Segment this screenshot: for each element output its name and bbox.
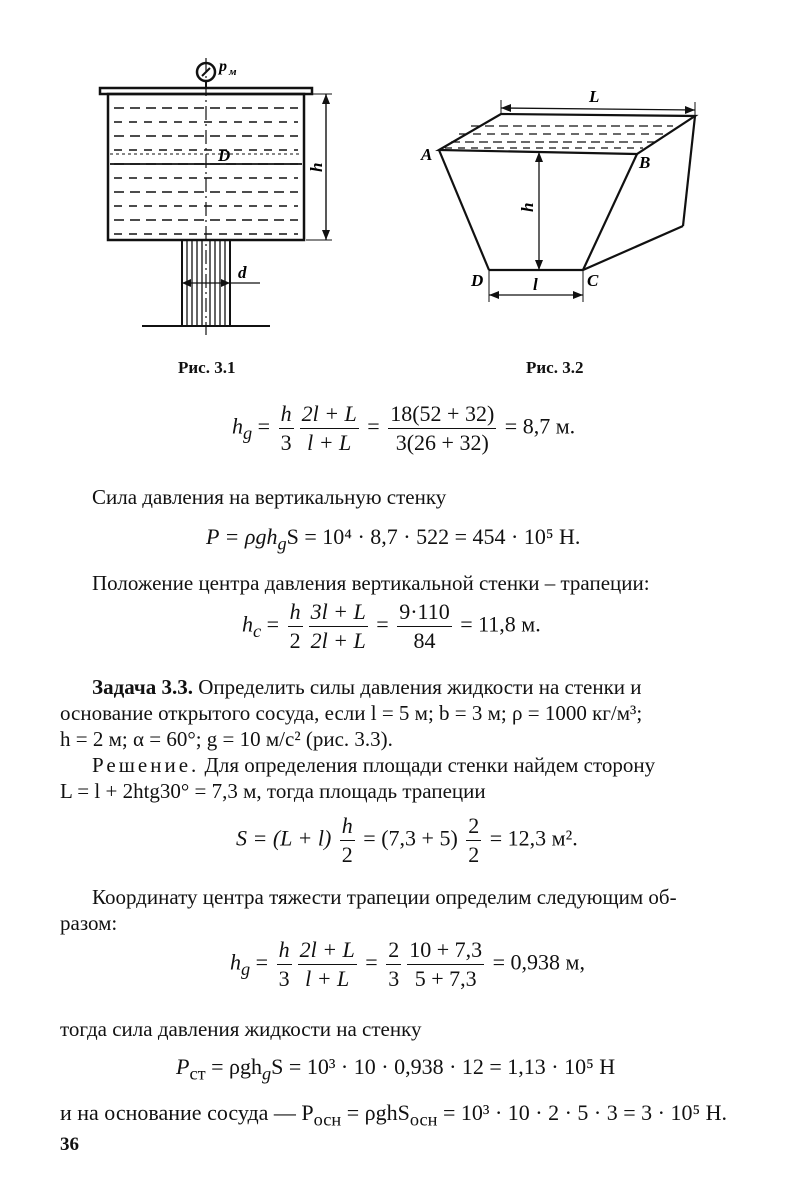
figure-3-1-caption: Рис. 3.1 (178, 358, 236, 377)
text-center: Положение центра давления вертикальной стенки – трапеции: (92, 571, 650, 595)
label-h: h (307, 162, 326, 172)
label-A: A (421, 145, 433, 164)
hc-f2-den: 2l + L (310, 628, 366, 653)
formula-S-f1-den: 2 (341, 842, 353, 867)
formula-P-lhs: P = ρgh (206, 524, 278, 549)
text-base-sub2: осн (409, 1109, 438, 1130)
page-number: 36 (60, 1134, 79, 1155)
formula-Pst-rest: = ρgh (211, 1054, 262, 1079)
task-text-1: Определить силы давления жидкости на стенки и (192, 675, 642, 699)
label-C: C (587, 271, 599, 290)
hc-lhs: h (242, 611, 253, 637)
text-base (60, 1100, 727, 1132)
text-base-rest2: = 10³ · 10 · 2 · 5 · 3 = 3 · 10⁵ Н. (437, 1100, 728, 1125)
task-title: Задача 3.3. (92, 675, 193, 699)
text-base-rest: = ρghS (341, 1100, 410, 1125)
formula-S-mid: = (7,3 + 5) (363, 825, 458, 851)
formula-Pst-lhs: P (176, 1054, 190, 1079)
label-h2: h (518, 202, 537, 212)
text-base-sub: осн (313, 1109, 342, 1130)
hg2-f3-den: 3 (388, 966, 400, 991)
hc-f3-den: 84 (413, 628, 436, 653)
text-then: тогда сила давления жидкости на стенку (60, 1017, 422, 1041)
formula-S-f2-den: 2 (468, 842, 480, 867)
formula-hc: $h_c$ = $\frac{h}{2}$ $\frac{3l + L}{2l + L}$ = $\frac{9\cdot 110}{84}$ = 11,8 м. (242, 599, 541, 653)
hc-result: = 11,8 м. (460, 611, 541, 637)
formula-S (236, 812, 578, 869)
hc-lhs-sub: c (253, 620, 262, 641)
dimension-L (501, 108, 695, 110)
formula-Pst-sub2: g (262, 1063, 272, 1084)
figure-3-2-caption: Рис. 3.2 (526, 358, 584, 377)
label-pm-sub: м (229, 66, 237, 78)
hg1-f3-num: 18(52 + 32) (388, 400, 496, 429)
hg1-lhs-sub: g (243, 422, 253, 443)
solution-text-1: Для определения площади стенки найдем сторону (199, 753, 656, 777)
formula-Pst-rest2: S = 10³ · 10 · 0,938 · 12 = 1,13 · 10⁵ Н (271, 1054, 616, 1079)
hc-f3-num: 9·110 (397, 598, 452, 627)
text-coord (60, 884, 752, 936)
hg1-lhs: h (232, 413, 243, 439)
label-pm: p (219, 58, 227, 75)
label-B: B (639, 153, 651, 172)
hc-f2-num: 3l + L (310, 599, 366, 624)
hg2-lhs: h (230, 949, 241, 975)
label-D2: D (471, 271, 484, 290)
label-l: l (533, 275, 538, 294)
hg2-result: = 0,938 м, (492, 949, 585, 975)
solution-paragraph (60, 752, 752, 804)
solution-word: Решение. (92, 753, 200, 777)
hg1-f2-den: l + L (307, 430, 352, 455)
text-coord-1: Координату центра тяжести трапеции определим следующим об- (92, 885, 677, 909)
hg1-f3-den: 3(26 + 32) (395, 430, 489, 455)
formula-S-lhs: S = (L + l) (236, 825, 332, 851)
hc-f1-den: 2 (289, 628, 301, 653)
formula-P-sub: g (277, 533, 287, 554)
text-force: Сила давления на вертикальную стенку (92, 485, 447, 509)
task-paragraph (60, 674, 742, 752)
label-D: D (218, 146, 231, 165)
formula-P (206, 524, 580, 554)
task-text-3: h = 2 м; α = 60°; g = 10 м/с² (рис. 3.3). (60, 727, 393, 751)
formula-hg-1: $h_g$ = $\frac{h}{3}$ $\frac{2l + L}{l + L}$ = $\frac{18(52 + 32)}{3(26 + 32)}$ = 8,7 м. (232, 401, 576, 455)
hc-f1-num: h (289, 599, 301, 624)
hg2-f2-den: l + L (305, 966, 350, 991)
hg1-f2-num: 2l + L (301, 401, 357, 426)
formula-S-result: = 12,3 м². (489, 825, 578, 851)
hg2-f4-num: 10 + 7,3 (407, 936, 484, 965)
formula-S-f2-num: 2 (466, 812, 481, 841)
text-coord-2: разом: (60, 911, 118, 935)
task-text-2: основание открытого сосуда, если l = 5 м; b = 3 м; ρ = 1000 кг/м³; (60, 701, 643, 725)
hg2-f1-num: h (278, 937, 290, 962)
hg1-f1-num: h (280, 401, 292, 426)
hg1-result: = 8,7 м. (504, 413, 576, 439)
hg1-f1-den: 3 (280, 430, 292, 455)
formula-P-rest: S = 10⁴ · 8,7 · 522 = 454 · 10⁵ Н. (286, 524, 581, 549)
figure-3-2 (415, 80, 715, 320)
hg2-f1-den: 3 (278, 966, 290, 991)
formula-Pst-sub: ст (189, 1063, 206, 1084)
hg2-f2-num: 2l + L (299, 937, 355, 962)
text-base-1: и на основание сосуда — P (60, 1100, 314, 1125)
hg2-lhs-sub: g (241, 958, 251, 979)
label-d: d (238, 263, 247, 282)
solution-text-2: L = l + 2htg30° = 7,3 м, тогда площадь трапеции (60, 779, 486, 803)
figure-3-1 (90, 50, 360, 340)
label-L: L (589, 87, 600, 106)
formula-Pst (176, 1054, 615, 1084)
formula-hg-2: $h_g$ = $\frac{h}{3}$ $\frac{2l + L}{l + L}$ = $\frac{2}{3}$ $\frac{10 + 7,3}{5 + 7,3}$ = 0,938 м, (230, 937, 585, 991)
formula-S-f1-num: h (341, 813, 353, 838)
hg2-f3-num: 2 (386, 936, 401, 965)
hg2-f4-den: 5 + 7,3 (414, 966, 477, 991)
